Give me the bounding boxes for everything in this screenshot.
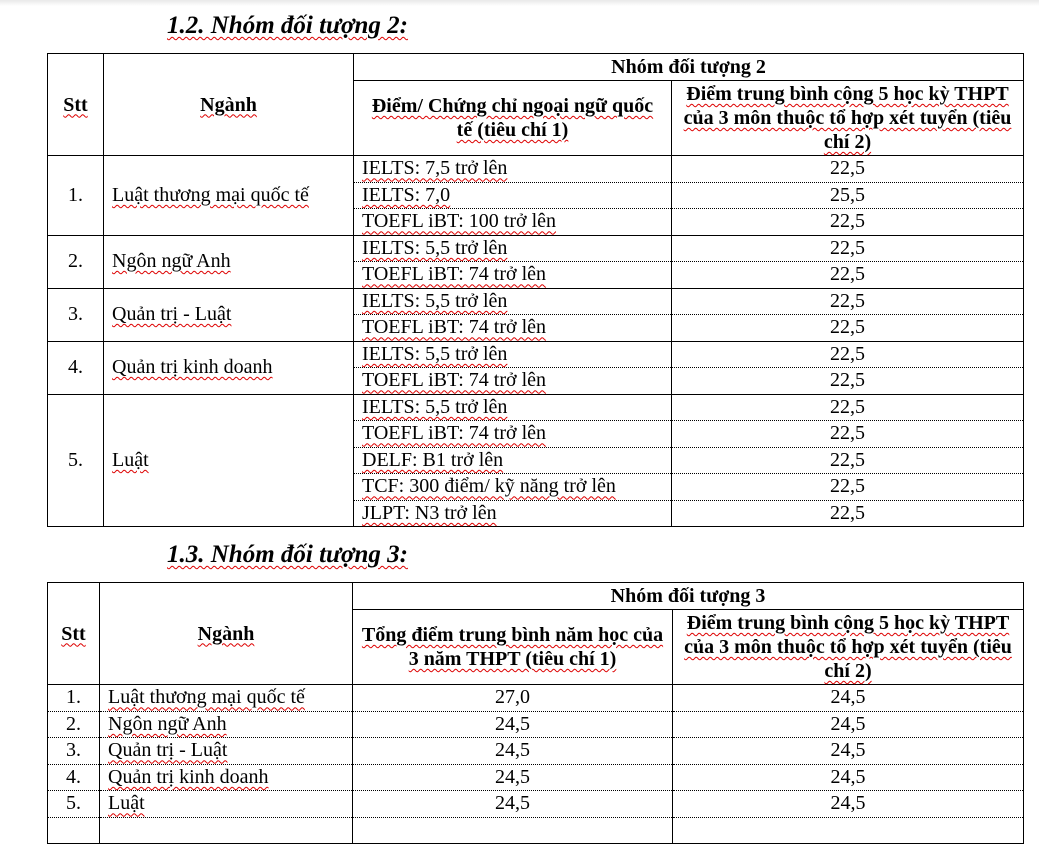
empty-cell xyxy=(673,817,1024,844)
table-row xyxy=(48,738,1024,765)
stt-cell: 1. xyxy=(48,685,100,712)
section-3-title xyxy=(167,541,408,569)
criterion-1-cell: 24,5 xyxy=(353,738,673,765)
criterion-1-cell: 24,5 xyxy=(353,711,673,738)
table-row xyxy=(48,235,1024,262)
certificate-cell: IELTS: 7,5 trở lên xyxy=(354,156,672,183)
empty-cell xyxy=(100,817,353,844)
criterion-1-cell: 24,5 xyxy=(353,764,673,791)
header-criterion-1: Điểm/ Chứng chỉ ngoại ngữ quốc tế (tiêu chí 1) xyxy=(354,81,672,156)
table-group-2 xyxy=(47,53,1024,527)
score-cell: 22,5 xyxy=(672,209,1024,236)
certificate-cell: DELF: B1 trở lên xyxy=(354,447,672,474)
nganh-cell: Luật thương mại quốc tế xyxy=(100,685,353,712)
score-cell: 25,5 xyxy=(672,182,1024,209)
certificate-cell: JLPT: N3 trở lên xyxy=(354,500,672,527)
empty-row xyxy=(48,817,1024,844)
score-cell: 22,5 xyxy=(672,235,1024,262)
certificate-cell: TOEFL iBT: 74 trở lên xyxy=(354,262,672,289)
certificate-cell: IELTS: 5,5 trở lên xyxy=(354,235,672,262)
section-2-title-text: 1.2. Nhóm đối tượng 2: xyxy=(167,12,408,39)
empty-cell xyxy=(353,817,673,844)
certificate-cell: TOEFL iBT: 74 trở lên xyxy=(354,368,672,395)
score-cell: 22,5 xyxy=(672,288,1024,315)
criterion-2-cell: 24,5 xyxy=(673,685,1024,712)
stt-cell: 1. xyxy=(48,156,104,236)
stt-cell: 3. xyxy=(48,738,100,765)
certificate-cell: IELTS: 5,5 trở lên xyxy=(354,341,672,368)
table-row xyxy=(48,685,1024,712)
nganh-cell: Quản trị - Luật xyxy=(100,738,353,765)
score-cell: 22,5 xyxy=(672,341,1024,368)
table-row xyxy=(48,156,1024,183)
table-row xyxy=(48,288,1024,315)
table-row xyxy=(48,394,1024,421)
stt-cell: 2. xyxy=(48,235,104,288)
header-stt: Stt xyxy=(48,583,100,685)
nganh-cell: Luật thương mại quốc tế xyxy=(104,156,354,236)
criterion-1-cell: 24,5 xyxy=(353,791,673,818)
score-cell: 22,5 xyxy=(672,447,1024,474)
score-cell: 22,5 xyxy=(672,474,1024,501)
header-group: Nhóm đối tượng 3 xyxy=(353,583,1024,610)
stt-cell: 4. xyxy=(48,341,104,394)
header-criterion-2: Điểm trung bình cộng 5 học kỳ THPT của 3 môn thuộc tổ hợp xét tuyển (tiêu chí 2) xyxy=(673,610,1024,685)
criterion-2-cell: 24,5 xyxy=(673,764,1024,791)
header-criterion-1: Tổng điểm trung bình năm học của 3 năm THPT (tiêu chí 1) xyxy=(353,610,673,685)
stt-cell: 5. xyxy=(48,791,100,818)
header-group: Nhóm đối tượng 2 xyxy=(354,54,1024,81)
criterion-2-cell: 24,5 xyxy=(673,711,1024,738)
score-cell: 22,5 xyxy=(672,315,1024,342)
header-criterion-2: Điểm trung bình cộng 5 học kỳ THPT của 3 môn thuộc tổ hợp xét tuyển (tiêu chí 2) xyxy=(672,81,1024,156)
section-2-title xyxy=(167,12,408,40)
header-stt: Stt xyxy=(48,54,104,156)
certificate-cell: TOEFL iBT: 100 trở lên xyxy=(354,209,672,236)
stt-cell: 4. xyxy=(48,764,100,791)
stt-cell: 2. xyxy=(48,711,100,738)
nganh-cell: Quản trị kinh doanh xyxy=(100,764,353,791)
certificate-cell: TOEFL iBT: 74 trở lên xyxy=(354,315,672,342)
window-top-edge xyxy=(0,0,1039,6)
nganh-cell: Luật xyxy=(104,394,354,527)
nganh-cell: Luật xyxy=(100,791,353,818)
certificate-cell: TOEFL iBT: 74 trở lên xyxy=(354,421,672,448)
nganh-cell: Ngôn ngữ Anh xyxy=(100,711,353,738)
section-3-title-text: 1.3. Nhóm đối tượng 3: xyxy=(167,541,408,568)
certificate-cell: IELTS: 5,5 trở lên xyxy=(354,394,672,421)
table-group-3 xyxy=(47,582,1024,844)
score-cell: 22,5 xyxy=(672,262,1024,289)
score-cell: 22,5 xyxy=(672,421,1024,448)
score-cell: 22,5 xyxy=(672,394,1024,421)
certificate-cell: IELTS: 7,0 xyxy=(354,182,672,209)
score-cell: 22,5 xyxy=(672,500,1024,527)
certificate-cell: IELTS: 5,5 trở lên xyxy=(354,288,672,315)
nganh-cell: Quản trị kinh doanh xyxy=(104,341,354,394)
empty-cell xyxy=(48,817,100,844)
nganh-cell: Ngôn ngữ Anh xyxy=(104,235,354,288)
score-cell: 22,5 xyxy=(672,368,1024,395)
stt-cell: 3. xyxy=(48,288,104,341)
header-nganh: Ngành xyxy=(104,54,354,156)
criterion-2-cell: 24,5 xyxy=(673,791,1024,818)
score-cell: 22,5 xyxy=(672,156,1024,183)
table-row xyxy=(48,764,1024,791)
table-row xyxy=(48,341,1024,368)
nganh-cell: Quản trị - Luật xyxy=(104,288,354,341)
table-row xyxy=(48,791,1024,818)
certificate-cell: TCF: 300 điểm/ kỹ năng trở lên xyxy=(354,474,672,501)
stt-cell: 5. xyxy=(48,394,104,527)
criterion-1-cell: 27,0 xyxy=(353,685,673,712)
table-row xyxy=(48,711,1024,738)
header-nganh: Ngành xyxy=(100,583,353,685)
criterion-2-cell: 24,5 xyxy=(673,738,1024,765)
